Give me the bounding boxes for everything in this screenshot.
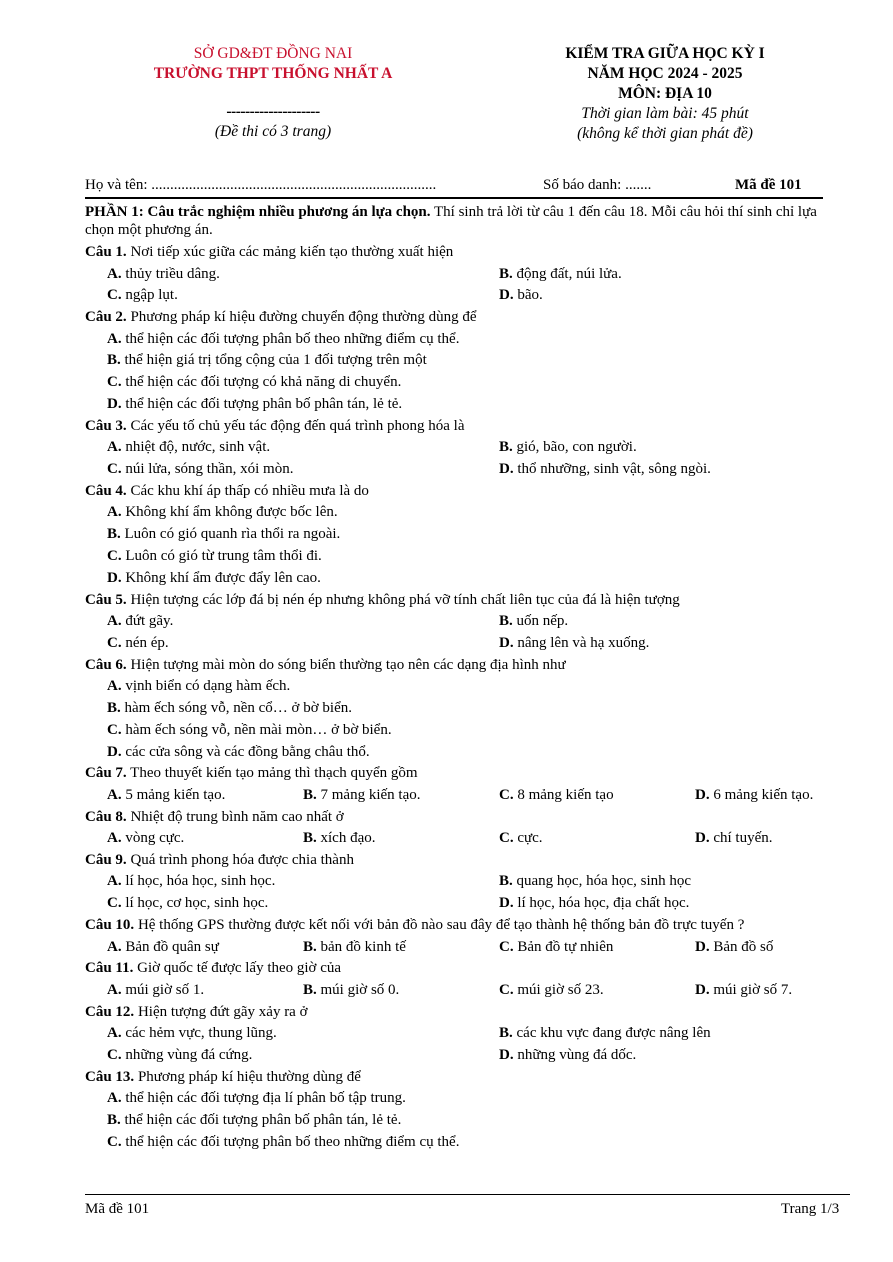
exam-title: KIỂM TRA GIỮA HỌC KỲ I [565,45,765,62]
option-c [85,372,830,394]
option-c [107,1045,252,1067]
option-text: thể hiện các đối tượng phân bố phân tán, lẻ tẻ. [121,395,403,412]
question-text: Quá trình phong hóa được chia thành [126,851,354,868]
option-text: lí học, hóa học, địa chất học. [513,895,690,912]
option-b [499,611,568,633]
question-number: Câu 12. [85,1003,135,1020]
option-text: thể hiện các đối tượng phân bố theo những điểm cụ thể. [121,330,460,347]
option-text: thể hiện các đối tượng có khả năng di chuyển. [121,374,402,391]
option-label: D. [695,981,710,998]
question-number: Câu 13. [85,1068,135,1085]
option-label: C. [107,634,122,651]
option-a [85,1088,830,1110]
answer-options-row [85,1045,830,1067]
option-label: C. [107,287,122,304]
option-text: Luôn có gió quanh rìa thổi ra ngoài. [120,526,341,543]
option-a [107,937,219,959]
option-d [85,394,830,416]
option-a [85,329,830,351]
subject: MÔN: ĐỊA 10 [618,85,712,102]
part-1-instruction: Thí sinh trả lời từ câu 1 đến câu 18. Mỗi câu hỏi thí sinh chỉ lựa chọn một phương án. [85,204,817,238]
option-label: C. [107,1133,122,1150]
option-label: C. [107,374,122,391]
option-text: Không khí ẩm không được bốc lên. [121,504,338,521]
option-text: 7 mảng kiến tạo. [316,786,421,803]
question-12 [85,1002,830,1024]
option-label: B. [107,1112,121,1129]
question-5 [85,590,830,612]
option-label: D. [499,287,514,304]
question-9 [85,850,830,872]
option-text: Bản đồ số [709,938,774,955]
option-label: D. [695,938,710,955]
school-name: TRƯỜNG THPT THỐNG NHẤT A [153,65,393,82]
option-label: C. [499,938,514,955]
answer-options-row [85,828,830,850]
answer-options-row [85,437,830,459]
option-label: C. [499,786,514,803]
option-d [499,285,543,307]
question-2 [85,307,830,329]
answer-options-row [85,611,830,633]
option-a [107,871,275,893]
option-c [85,546,830,568]
answer-options-row [85,785,830,807]
option-text: xích đạo. [316,830,376,847]
option-text: thể hiện giá trị tổng cộng của 1 đối tượng trên một [120,352,427,369]
option-a [107,980,204,1002]
question-text: Nơi tiếp xúc giữa các mảng kiến tạo thường xuất hiện [126,244,454,260]
header-right [500,44,830,144]
option-text: Bản đồ tự nhiên [513,938,614,955]
option-label: B. [499,613,513,630]
option-label: D. [499,634,514,651]
option-label: A. [107,938,122,955]
option-label: D. [499,895,514,912]
question-4 [85,481,830,503]
option-d [499,893,689,915]
option-b [303,937,406,959]
option-text: 5 mảng kiến tạo. [121,786,226,803]
option-label: A. [107,1090,122,1107]
question-text: Hiện tượng đứt gãy xảy ra ở [134,1003,308,1020]
option-c [499,980,604,1002]
option-text: vòng cực. [121,830,185,847]
option-text: những vùng đá cứng. [121,1046,253,1063]
header-dashes: -------------------- [226,103,320,120]
option-text: nâng lên và hạ xuống. [513,634,650,651]
question-number: Câu 2. [85,309,127,326]
option-label: A. [107,265,122,282]
option-d [499,633,649,655]
option-text: lí học, hóa học, sinh học. [121,873,276,890]
option-a [107,1023,277,1045]
question-number: Câu 1. [85,244,127,260]
question-10 [85,915,830,937]
option-label: B. [499,1025,513,1042]
option-text: múi giờ số 7. [709,981,793,998]
option-text: núi lửa, sóng thần, xói mòn. [121,461,294,478]
option-a [107,437,270,459]
option-text: Luôn có gió từ trung tâm thổi đi. [121,547,322,564]
answer-options-row [85,937,830,959]
option-label: A. [107,678,122,695]
part-1-heading [85,203,830,239]
option-c [107,633,169,655]
option-b [303,980,399,1002]
school-year: NĂM HỌC 2024 - 2025 [587,65,743,82]
option-label: A. [107,830,122,847]
option-text: nén ép. [121,634,169,651]
answer-options-row [85,871,830,893]
option-label: A. [107,873,122,890]
option-c [85,720,830,742]
option-text: thủy triều dâng. [121,265,220,282]
option-text: lí học, cơ học, sinh học. [121,895,269,912]
option-label: C. [107,1046,122,1063]
question-number: Câu 5. [85,591,127,608]
option-label: D. [499,1046,514,1063]
option-text: cực. [513,830,543,847]
option-text: Không khí ẩm được đẩy lên cao. [121,569,321,586]
option-label: C. [499,981,514,998]
question-number: Câu 8. [85,808,127,825]
option-text: các cửa sông và các đồng bằng châu thổ. [121,743,370,760]
option-text: thể hiện các đối tượng phân bố theo những điểm cụ thể. [121,1133,460,1150]
option-c [85,1132,830,1154]
option-b [85,524,830,546]
question-text: Các khu khí áp thấp có nhiều mưa là do [126,482,369,499]
answer-options [85,676,830,763]
option-d [85,568,830,590]
option-label: B. [107,699,121,716]
option-label: A. [107,786,122,803]
part-1-title: PHẦN 1: Câu trắc nghiệm nhiều phương án lựa chọn. [85,204,431,220]
option-text: thể hiện các đối tượng phân bố phân tán, lẻ tẻ. [120,1112,402,1129]
option-label: B. [303,981,317,998]
option-a [107,611,173,633]
option-text: ngập lụt. [121,287,178,304]
name-field: Họ và tên: ............................................................................ [85,177,437,193]
option-label: C. [107,461,122,478]
option-c [499,937,613,959]
question-text: Theo thuyết kiến tạo mảng thì thạch quyển gồm [126,765,418,782]
footer-page-number: Trang 1/3 [781,1201,840,1217]
option-text: múi giờ số 1. [121,981,205,998]
option-b [85,698,830,720]
option-label: B. [303,786,317,803]
option-label: A. [107,330,122,347]
option-label: D. [107,569,122,586]
option-c [107,893,268,915]
option-text: bản đồ kinh tế [316,938,406,955]
option-a [85,502,830,524]
option-text: hàm ếch sóng vỗ, nền cổ… ở bờ biển. [120,699,352,716]
header-left [118,44,428,142]
option-d [499,459,711,481]
question-text: Giờ quốc tế được lấy theo giờ của [133,960,342,977]
option-label: B. [499,439,513,456]
question-number: Câu 10. [85,917,135,934]
option-label: B. [499,873,513,890]
question-text: Phương pháp kí hiệu thường dùng để [134,1068,361,1085]
option-a [107,785,225,807]
answer-options-row [85,633,830,655]
option-b [303,828,376,850]
option-a [107,264,220,286]
question-text: Hiện tượng các lớp đá bị nén ép nhưng không phá vỡ tính chất liên tục của đá là hiện tượng [126,591,680,608]
option-label: A. [107,1025,122,1042]
answer-options-row [85,285,830,307]
option-label: B. [303,938,317,955]
option-label: D. [695,786,710,803]
question-text: Nhiệt độ trung bình năm cao nhất ở [126,808,344,825]
option-label: D. [107,395,122,412]
option-text: Bản đồ quân sự [121,938,219,955]
question-text: Các yếu tố chủ yếu tác động đến quá trình phong hóa là [126,417,465,434]
option-d [695,828,773,850]
option-text: những vùng đá dốc. [513,1046,637,1063]
question-number: Câu 9. [85,851,127,868]
option-d [695,980,792,1002]
question-1 [85,242,830,264]
option-text: múi giờ số 23. [513,981,604,998]
candidate-number-field: Số báo danh: ....... [543,177,652,193]
question-text: Hiện tượng mài mòn do sóng biển thường tạo nên các dạng địa hình như [126,656,566,673]
answer-options [85,329,830,416]
questions-area [85,203,830,1154]
option-label: A. [107,504,122,521]
option-label: B. [303,830,317,847]
option-label: D. [107,743,122,760]
answer-options-row [85,893,830,915]
option-d [499,1045,636,1067]
header-divider [85,197,823,199]
option-a [107,828,184,850]
question-number: Câu 11. [85,960,134,977]
question-8 [85,807,830,829]
option-text: đứt gãy. [121,613,174,630]
option-text: gió, bão, con người. [512,439,637,456]
option-label: C. [107,721,122,738]
option-b [499,871,691,893]
question-6 [85,655,830,677]
student-info-row [85,177,822,197]
question-text: Hệ thống GPS thường được kết nối với bản đồ nào sau đây để tạo thành hệ thống bản đồ trực tuyến ? [134,917,745,934]
question-3 [85,416,830,438]
footer-exam-code: Mã đề 101 [85,1201,150,1217]
option-a [85,676,830,698]
question-number: Câu 3. [85,417,127,434]
option-b [499,437,637,459]
option-text: 8 mảng kiến tạo [513,786,614,803]
option-label: B. [107,352,121,369]
option-d [695,785,813,807]
option-text: uốn nếp. [512,613,569,630]
option-text: hàm ếch sóng vỗ, nền mài mòn… ở bờ biển. [121,721,392,738]
option-text: chí tuyến. [709,830,773,847]
answer-options-row [85,980,830,1002]
option-b [499,264,622,286]
option-label: A. [107,613,122,630]
option-c [499,828,543,850]
option-label: C. [107,895,122,912]
option-c [499,785,614,807]
question-number: Câu 4. [85,482,127,499]
option-label: D. [695,830,710,847]
option-label: D. [499,461,514,478]
question-text: Phương pháp kí hiệu đường chuyển động thường dùng để [126,309,477,326]
option-text: các khu vực đang được nâng lên [512,1025,711,1042]
question-7 [85,763,830,785]
option-text: nhiệt độ, nước, sinh vật. [121,439,271,456]
answer-options-row [85,459,830,481]
time-limit: Thời gian làm bài: 45 phút [581,105,749,122]
question-number: Câu 7. [85,765,127,782]
answer-options [85,502,830,589]
department-name: SỞ GD&ĐT ĐỒNG NAI [193,45,353,62]
option-text: vịnh biển có dạng hàm ếch. [121,678,291,695]
option-label: B. [107,526,121,543]
option-b [85,350,830,372]
pages-note: (Đề thi có 3 trang) [214,123,332,140]
option-label: A. [107,439,122,456]
option-b [499,1023,711,1045]
option-b [303,785,421,807]
time-note: (không kể thời gian phát đề) [577,125,753,142]
option-label: A. [107,981,122,998]
exam-code: Mã đề 101 [735,177,802,193]
option-text: 6 mảng kiến tạo. [709,786,814,803]
question-13 [85,1067,830,1089]
option-b [85,1110,830,1132]
option-text: các hẻm vực, thung lũng. [121,1025,277,1042]
option-d [695,937,773,959]
option-text: múi giờ số 0. [316,981,400,998]
option-text: bão. [513,287,543,304]
question-11 [85,958,830,980]
option-label: C. [499,830,514,847]
question-number: Câu 6. [85,656,127,673]
option-text: động đất, núi lửa. [512,265,622,282]
footer-divider [85,1194,850,1195]
option-label: B. [499,265,513,282]
answer-options-row [85,264,830,286]
option-text: quang học, hóa học, sinh học [512,873,692,890]
option-label: C. [107,547,122,564]
option-text: thổ nhưỡng, sinh vật, sông ngòi. [513,461,711,478]
answer-options [85,1088,830,1153]
option-c [107,285,178,307]
answer-options-row [85,1023,830,1045]
option-text: thể hiện các đối tượng địa lí phân bố tập trung. [121,1090,406,1107]
option-c [107,459,293,481]
option-d [85,742,830,764]
